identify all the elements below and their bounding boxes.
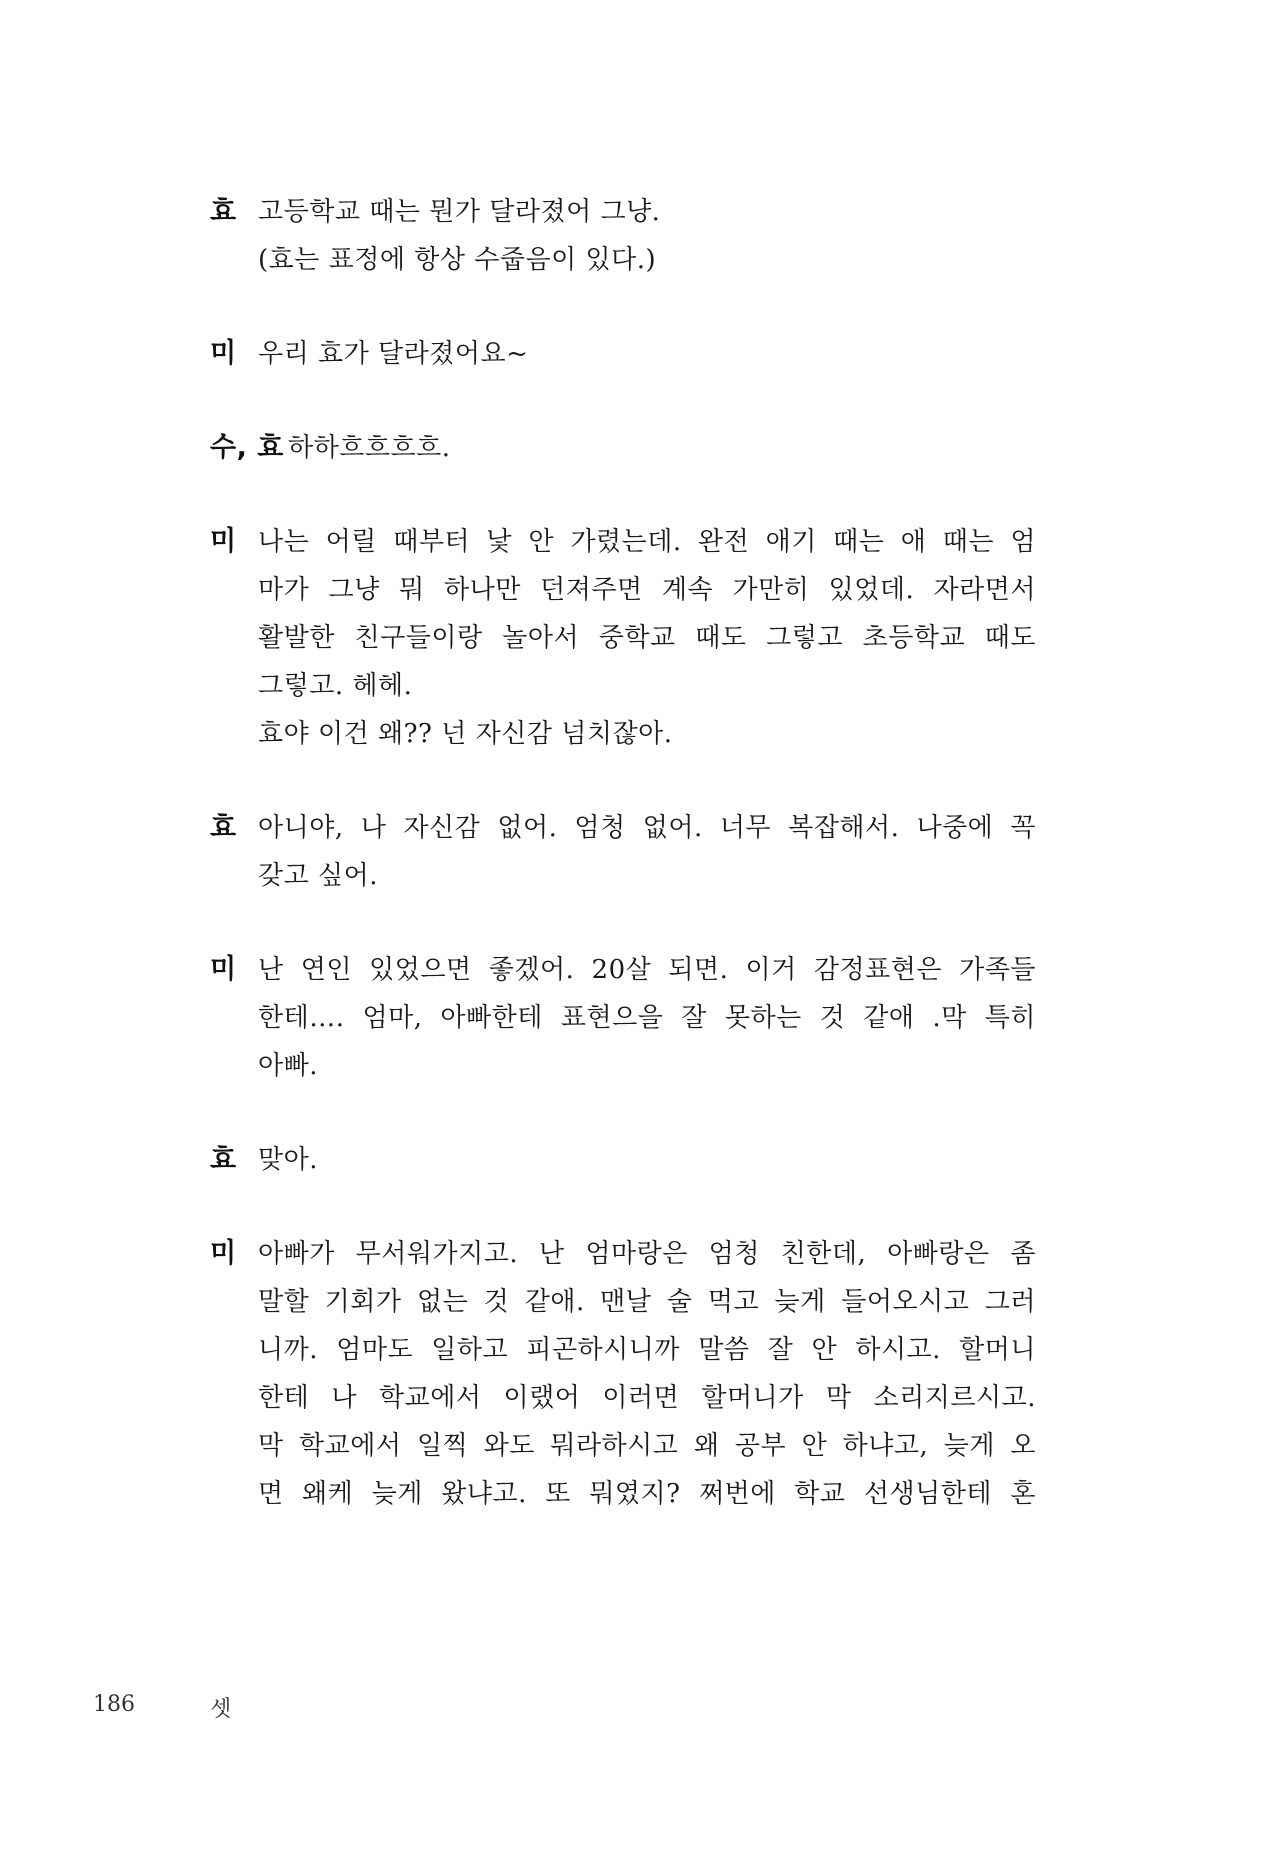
dialogue-line: 아빠. xyxy=(258,1051,318,1081)
speaker-label: 미 xyxy=(210,954,237,985)
dialogue-line: 한테…. 엄마, 아빠한테 표현으을 잘 못하는 것 같애 .막 특히 xyxy=(258,1003,1036,1033)
dialogue-turn xyxy=(210,1230,1036,1518)
speaker-label: 효 xyxy=(210,812,237,843)
dialogue-turn xyxy=(210,188,1036,284)
speaker-label: 미 xyxy=(210,1238,237,1269)
page-number: 186 xyxy=(93,1692,135,1717)
dialogue-line: 면 왜케 늦게 왔냐고. 또 뭐였지? 쩌번에 학교 선생님한테 혼 xyxy=(258,1479,1036,1509)
dialogue-turn xyxy=(210,518,1036,758)
dialogue-line: (효는 표정에 항상 수줍음이 있다.) xyxy=(258,245,657,275)
speaker-label: 수, 효 xyxy=(210,432,284,463)
dialogue-line: 갖고 싶어. xyxy=(258,861,378,891)
dialogue-line: 활발한 친구들이랑 놀아서 중학교 때도 그렇고 초등학교 때도 xyxy=(258,623,1036,653)
speaker-label: 미 xyxy=(210,338,237,369)
dialogue-line: 니까. 엄마도 일하고 피곤하시니까 말씀 잘 안 하시고. 할머니 xyxy=(258,1335,1036,1365)
speaker-label: 효 xyxy=(210,1144,237,1175)
dialogue-line: 그렇고. 헤헤. xyxy=(258,671,413,701)
dialogue-turn xyxy=(210,424,1036,472)
dialogue-body xyxy=(210,188,1036,1564)
dialogue-line: 말할 기회가 없는 것 같애. 맨날 술 먹고 늦게 들어오시고 그러 xyxy=(258,1287,1036,1317)
dialogue-line: 효야 이건 왜?? 넌 자신감 넘치잖아. xyxy=(258,719,673,749)
speaker-label: 미 xyxy=(210,526,237,557)
dialogue-line: 하하흐흐흐흐. xyxy=(288,433,451,463)
dialogue-turn xyxy=(210,1136,1036,1184)
dialogue-line: 우리 효가 달라졌어요~ xyxy=(258,339,529,369)
dialogue-line: 난 연인 있었으면 좋겠어. 20살 되면. 이거 감정표현은 가족들 xyxy=(258,955,1036,985)
dialogue-line: 마가 그냥 뭐 하나만 던져주면 계속 가만히 있었데. 자라면서 xyxy=(258,575,1036,605)
dialogue-line: 아빠가 무서워가지고. 난 엄마랑은 엄청 친한데, 아빠랑은 좀 xyxy=(258,1239,1036,1269)
dialogue-turn xyxy=(210,804,1036,900)
dialogue-turn xyxy=(210,330,1036,378)
dialogue-line: 막 학교에서 일찍 와도 뭐라하시고 왜 공부 안 하냐고, 늦게 오 xyxy=(258,1431,1036,1461)
speaker-label: 효 xyxy=(210,196,237,227)
dialogue-line: 맞아. xyxy=(258,1145,318,1175)
dialogue-turn xyxy=(210,946,1036,1090)
dialogue-line: 한테 나 학교에서 이랬어 이러면 할머니가 막 소리지르시고. xyxy=(258,1383,1036,1413)
section-label: 셋 xyxy=(210,1697,232,1722)
dialogue-line: 고등학교 때는 뭔가 달라졌어 그냥. xyxy=(258,197,661,227)
dialogue-line: 나는 어릴 때부터 낯 안 가렸는데. 완전 애기 때는 애 때는 엄 xyxy=(258,527,1036,557)
dialogue-line: 아니야, 나 자신감 없어. 엄청 없어. 너무 복잡해서. 나중에 꼭 xyxy=(258,813,1036,843)
